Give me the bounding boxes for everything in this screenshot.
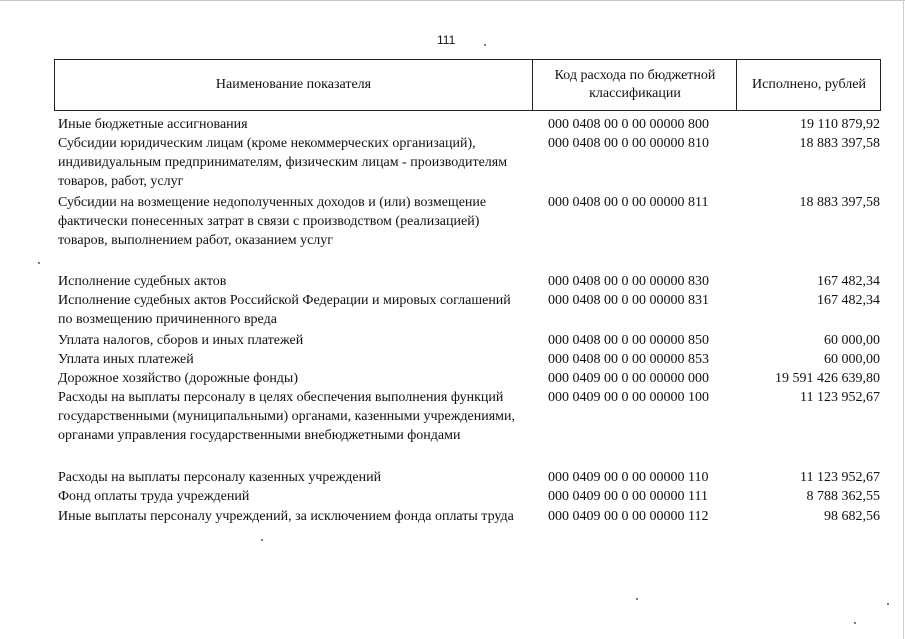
header-code: Код расхода по бюджетной классификации [532, 60, 737, 110]
row-amount: 11 123 952,67 [800, 390, 880, 405]
row-code: 000 0408 00 0 00 00000 810 [548, 136, 709, 151]
row-amount: 18 883 397,58 [799, 136, 880, 151]
row-amount: 18 883 397,58 [799, 195, 880, 210]
scan-speck [636, 598, 638, 600]
row-amount: 60 000,00 [824, 333, 880, 348]
header-amount: Исполнено, рублей [736, 60, 881, 110]
row-code: 000 0408 00 0 00 00000 800 [548, 117, 709, 132]
row-code: 000 0409 00 0 00 00000 000 [548, 371, 709, 386]
row-name: Фонд оплаты труда учреждений [58, 489, 250, 504]
row-amount: 98 682,56 [824, 509, 880, 524]
row-code: 000 0409 00 0 00 00000 112 [548, 509, 709, 524]
row-code: 000 0408 00 0 00 00000 853 [548, 352, 709, 367]
row-code: 000 0408 00 0 00 00000 811 [548, 195, 709, 210]
page-right-edge [903, 0, 904, 639]
row-code: 000 0408 00 0 00 00000 831 [548, 293, 709, 308]
table-header [54, 59, 881, 111]
page-top-edge [0, 0, 905, 1]
row-code: 000 0409 00 0 00 00000 110 [548, 470, 709, 485]
row-amount: 11 123 952,67 [800, 470, 880, 485]
row-code: 000 0409 00 0 00 00000 111 [548, 489, 708, 504]
scan-speck [484, 44, 486, 46]
row-name: Иные бюджетные ассигнования [58, 117, 248, 132]
row-amount: 60 000,00 [824, 352, 880, 367]
row-name: Субсидии на возмещение недополученных доходов и (или) возмещение фактически понесенных затрат в связи с производством (реализацией) товаров, выполнением работ, оказанием услуг [58, 195, 487, 248]
row-amount: 8 788 362,55 [806, 489, 880, 504]
row-name: Расходы на выплаты персоналу в целях обеспечения выполнения функций государственными (муниципальными) органами, казенными учреждениями, органами управления государственными внебюджетными фондами [58, 390, 515, 443]
row-amount: 19 591 426 639,80 [775, 371, 880, 386]
row-code: 000 0408 00 0 00 00000 850 [548, 333, 709, 348]
scan-speck [854, 622, 856, 624]
row-name: Расходы на выплаты персоналу казенных учреждений [58, 470, 382, 485]
row-name: Иные выплаты персоналу учреждений, за исключением фонда оплаты труда [58, 509, 514, 524]
row-code: 000 0408 00 0 00 00000 830 [548, 274, 709, 289]
row-name: Исполнение судебных актов [58, 274, 227, 289]
row-amount: 167 482,34 [817, 293, 880, 308]
row-name: Субсидии юридическим лицам (кроме некоммерческих организаций), индивидуальным предпринимателям, физическим лицам - производителям товаров, работ, услуг [58, 136, 508, 189]
row-name: Исполнение судебных актов Российской Федерации и мировых соглашений по возмещению причиненного вреда [58, 293, 511, 327]
page-number: 111 [437, 33, 456, 47]
row-name: Дорожное хозяйство (дорожные фонды) [58, 371, 299, 386]
row-amount: 19 110 879,92 [800, 117, 880, 132]
row-name: Уплата иных платежей [58, 352, 194, 367]
row-amount: 167 482,34 [817, 274, 880, 289]
scan-speck [261, 539, 263, 541]
scan-speck [887, 603, 889, 605]
header-name: Наименование показателя [215, 77, 372, 92]
scan-speck [38, 262, 40, 264]
row-code: 000 0409 00 0 00 00000 100 [548, 390, 709, 405]
row-name: Уплата налогов, сборов и иных платежей [58, 333, 304, 348]
